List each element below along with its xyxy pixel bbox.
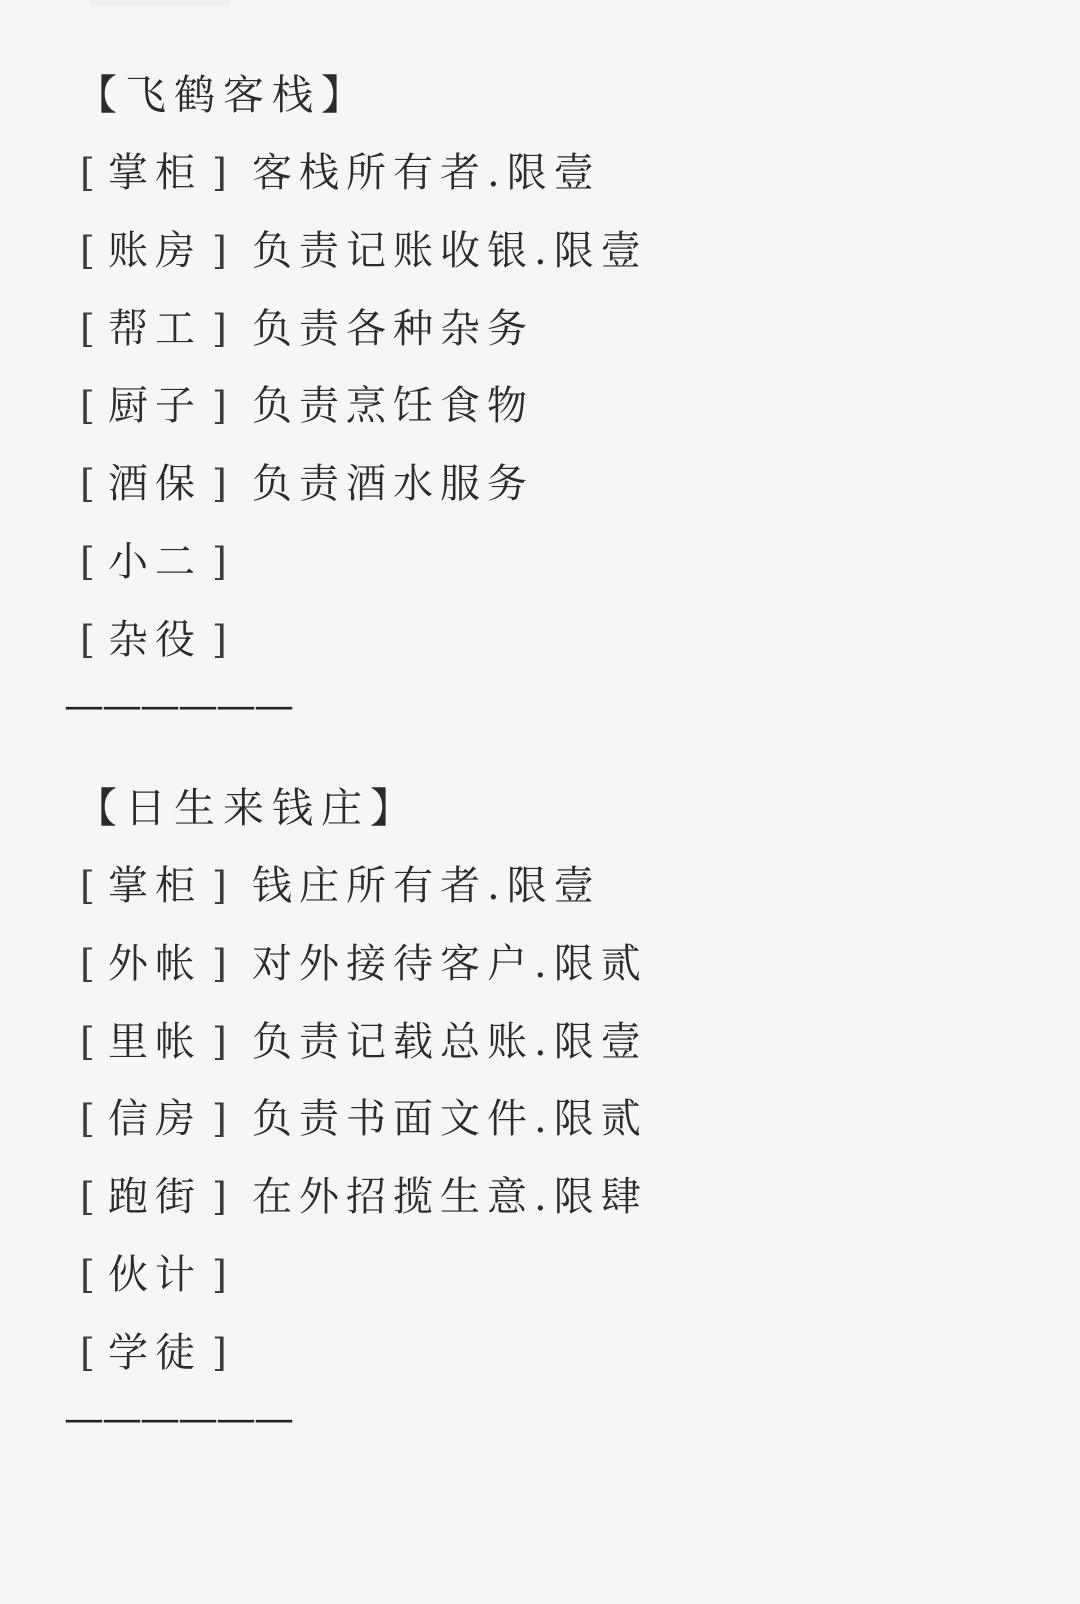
role-description: 在外招揽生意.限肆 (252, 1174, 648, 1221)
list-item (0, 216, 700, 294)
role-list (0, 851, 700, 1396)
list-item (0, 1162, 700, 1240)
role-name: 跑街 (108, 1174, 202, 1221)
role-description: 负责记账收银.限壹 (252, 227, 648, 274)
open-bracket: [ (80, 539, 95, 584)
close-bracket: ] (212, 864, 227, 908)
open-bracket: [ (80, 384, 95, 429)
role-description: 负责记载总账.限壹 (252, 1018, 648, 1065)
open-bracket: [ (80, 228, 95, 273)
role-name: 掌柜 (108, 863, 202, 909)
list-item (0, 605, 700, 683)
close-bracket: ] (212, 306, 227, 351)
close-bracket: ] (212, 539, 227, 584)
close-bracket: ] (212, 384, 227, 429)
open-bracket: [ (80, 1097, 95, 1142)
role-list (0, 138, 700, 683)
close-bracket: ] (212, 1252, 227, 1297)
role-name: 杂役 (108, 616, 202, 663)
role-name: 小二 (108, 538, 202, 585)
role-description: 负责酒水服务 (252, 461, 534, 508)
list-item (0, 138, 700, 216)
role-description: 负责书面文件.限贰 (252, 1096, 648, 1143)
list-item (0, 371, 700, 449)
section-divider: —————— (64, 1396, 292, 1442)
open-bracket: [ (80, 1019, 95, 1064)
section-title: 【飞鹤客栈】 (76, 71, 370, 119)
role-description: 负责烹饪食物 (252, 383, 534, 430)
close-bracket: ] (212, 151, 227, 195)
role-description: 对外接待客户.限贰 (252, 940, 648, 987)
open-bracket: [ (80, 1175, 95, 1220)
list-item (0, 527, 700, 605)
list-item (0, 1084, 700, 1162)
open-bracket: [ (80, 1252, 95, 1297)
role-name: 学徒 (108, 1329, 202, 1376)
open-bracket: [ (80, 151, 95, 195)
role-name: 掌柜 (108, 150, 202, 196)
list-item (0, 929, 700, 1007)
close-bracket: ] (212, 1175, 227, 1220)
role-description: 负责各种杂务 (252, 305, 534, 352)
close-bracket: ] (212, 1019, 227, 1064)
role-name: 里帐 (108, 1018, 202, 1065)
role-name: 信房 (108, 1096, 202, 1143)
role-name: 酒保 (108, 461, 202, 508)
list-item (0, 294, 700, 372)
role-description: 客栈所有者.限壹 (252, 150, 601, 196)
close-bracket: ] (212, 228, 227, 273)
list-item (0, 1318, 700, 1396)
close-bracket: ] (212, 462, 227, 507)
section-divider: —————— (64, 683, 292, 729)
list-item (0, 1240, 700, 1318)
close-bracket: ] (212, 1097, 227, 1142)
open-bracket: [ (80, 864, 95, 908)
open-bracket: [ (80, 462, 95, 507)
open-bracket: [ (80, 941, 95, 986)
role-name: 外帐 (108, 940, 202, 987)
close-bracket: ] (212, 617, 227, 662)
open-bracket: [ (80, 1330, 95, 1375)
role-name: 伙计 (108, 1251, 202, 1298)
list-item (0, 449, 700, 527)
role-name: 厨子 (108, 383, 202, 430)
section-title: 【日生来钱庄】 (76, 784, 419, 832)
close-bracket: ] (212, 941, 227, 986)
role-name: 帮工 (108, 305, 202, 352)
list-item (0, 1007, 700, 1085)
top-edge-fragment (90, 0, 230, 6)
role-description: 钱庄所有者.限壹 (252, 863, 601, 909)
open-bracket: [ (80, 306, 95, 351)
open-bracket: [ (80, 617, 95, 662)
close-bracket: ] (212, 1330, 227, 1375)
role-name: 账房 (108, 227, 202, 274)
list-item (0, 851, 700, 929)
